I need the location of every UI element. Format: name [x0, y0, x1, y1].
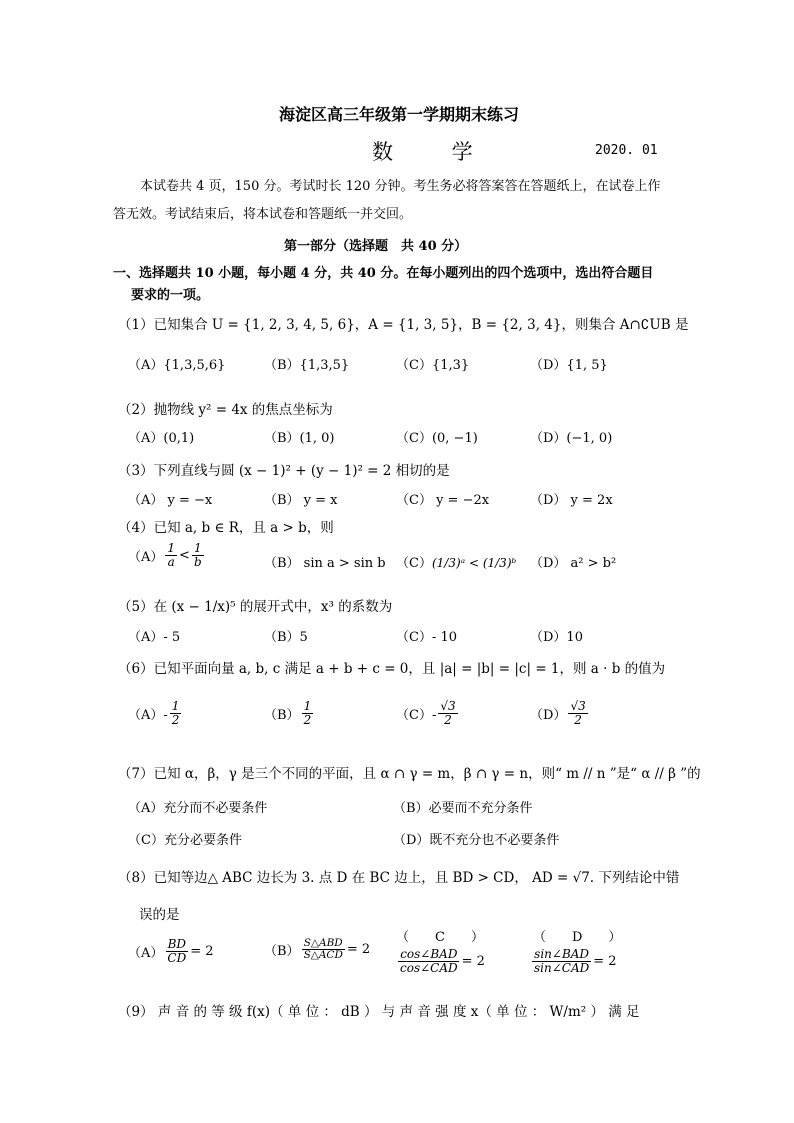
question-6-option-b: [264, 700, 315, 726]
question-5-option-a: （A）- 5: [128, 630, 181, 645]
exam-title: 海淀区高三年级第一学期期末练习: [279, 105, 520, 124]
question-7-stem: （7）已知 α，β，γ 是三个不同的平面，且 α ∩ γ = m，β ∩ γ = n，则“ m // n ”是“ α // β ”的: [118, 766, 701, 782]
question-1-option-d: （D）{1, 5}: [530, 358, 608, 373]
question-8-option-d-label: （ D ）: [533, 930, 622, 945]
question-4-stem: （4）已知 a, b ∈ R，且 a > b，则: [118, 520, 334, 536]
question-4-option-a: [128, 542, 206, 568]
question-7-option-a: （A）充分而不必要条件: [128, 801, 268, 816]
question-6-stem: （6）已知平面向量 a, b, c 满足 a + b + c = 0，且 |a| = |b| = |c| = 1，则 a · b 的值为: [118, 661, 666, 677]
question-8-option-c-label: （ C ）: [396, 930, 484, 945]
fraction: [398, 948, 460, 974]
option-letter: （B）: [264, 707, 300, 723]
option-letter: （C）: [396, 556, 432, 571]
intro-line-2: 答无效。考试结束后，将本试卷和答题纸一并交回。: [113, 207, 413, 222]
question-2-option-b: （B）(1, 0): [264, 431, 335, 446]
question-6-option-a: [128, 700, 183, 726]
fraction: [165, 938, 188, 964]
question-3-option-c: （C） y = −2x: [396, 493, 490, 508]
option-letter: （C）-: [396, 707, 437, 723]
question-6-option-d: [530, 700, 590, 726]
intro-line-1: 本试卷共 4 页，150 分。考试时长 120 分钟。考生务必将答案答在答题纸上，在试卷上作: [140, 179, 661, 194]
denominator: cos∠CAD: [400, 960, 458, 975]
equals-two: = 2: [593, 953, 617, 969]
option-letter: （D）: [530, 707, 567, 723]
numerator: √3: [570, 699, 586, 713]
question-1-option-c: （C）{1,3}: [396, 358, 470, 373]
question-2-option-d: （D）(−1, 0): [530, 431, 613, 446]
numerator: sin∠BAD: [534, 947, 590, 961]
fraction: [302, 938, 345, 961]
question-5-option-d: （D）10: [530, 630, 583, 645]
fraction: [532, 948, 591, 974]
question-8-stem-continued: 误的是: [139, 907, 180, 923]
denominator: sin∠CAD: [534, 960, 590, 975]
question-8-option-b: [264, 938, 370, 961]
question-8-option-a: [128, 938, 214, 964]
question-2-option-c: （C）(0, −1): [396, 431, 478, 446]
question-8-stem: （8）已知等边△ ABC 边长为 3. 点 D 在 BC 边上，且 BD > CD， AD = √7. 下列结论中错: [118, 870, 680, 886]
fraction: [568, 700, 587, 726]
numerator: S△ABD: [303, 937, 343, 949]
section-instruction-2: 要求的一项。: [131, 288, 210, 303]
question-5-option-c: （C）- 10: [396, 630, 458, 645]
question-1-stem: （1）已知集合 U = {1, 2, 3, 4, 5, 6}，A = {1, 3, 5}，B = {2, 3, 4}，则集合 A∩∁UB 是: [118, 317, 689, 333]
fraction: [302, 700, 314, 726]
question-7-option-d: （D）既不充分也不必要条件: [393, 833, 560, 848]
question-3-option-b: （B） y = x: [264, 493, 338, 508]
question-3-stem: （3）下列直线与圆 (x − 1)² + (y − 1)² = 2 相切的是: [118, 463, 450, 479]
numerator: 1: [193, 541, 202, 555]
denominator: 2: [444, 712, 452, 727]
question-7-option-b: （B）必要而不充分条件: [393, 801, 533, 816]
fraction: [170, 700, 182, 726]
question-7-option-c: （C）充分必要条件: [128, 833, 242, 848]
power-inequality: (1/3)ᵃ < (1/3)ᵇ: [431, 556, 517, 570]
numerator: √3: [440, 699, 456, 713]
question-5-option-b: （B）5: [264, 630, 308, 645]
less-than: <: [179, 547, 190, 563]
section-instruction-1: 一、选择题共 10 小题，每小题 4 分，共 40 分。在每小题列出的四个选项中，选出符合题目: [113, 266, 654, 281]
question-8-option-d: [530, 948, 617, 974]
numerator: cos∠BAD: [400, 947, 458, 961]
question-6-option-c: [396, 700, 460, 726]
option-letter: （A）-: [128, 707, 168, 723]
denominator: 2: [303, 712, 312, 727]
question-4-option-c: [396, 552, 516, 571]
denominator: a: [167, 554, 175, 569]
question-4-option-d: （D） a² > b²: [530, 556, 617, 571]
denominator: 2: [574, 712, 582, 727]
exam-date: 2020. 01: [595, 143, 658, 158]
numerator: 1: [167, 541, 176, 555]
question-4-option-b: （B） sin a > sin b: [264, 556, 386, 571]
denominator: S△ACD: [303, 949, 343, 962]
denominator: CD: [167, 950, 187, 965]
numerator: BD: [167, 937, 187, 951]
denominator: b: [193, 554, 202, 569]
numerator: 1: [171, 699, 180, 713]
subject-title: 数 学: [372, 140, 499, 164]
question-2-stem: （2）抛物线 y² = 4x 的焦点坐标为: [118, 402, 333, 418]
equals-two: = 2: [190, 943, 214, 959]
question-2-option-a: （A）(0,1): [128, 431, 195, 446]
fraction: [438, 700, 457, 726]
equals-two: = 2: [346, 942, 371, 958]
question-1-option-b: （B）{1,3,5}: [264, 358, 350, 373]
denominator: 2: [171, 712, 180, 727]
fraction: [192, 542, 204, 568]
question-1-option-a: （A）{1,3,5,6}: [128, 358, 226, 373]
numerator: 1: [303, 699, 312, 713]
question-3-option-d: （D） y = 2x: [530, 493, 613, 508]
question-3-option-a: （A） y = −x: [128, 493, 213, 508]
equals-two: = 2: [461, 953, 485, 969]
question-9-stem: （9） 声 音 的 等 级 f(x)（ 单 位 ： dB ） 与 声 音 强 度 x（ 单 位 ： W/m² ） 满 足: [118, 1004, 640, 1020]
option-letter: （B）: [264, 944, 300, 960]
question-5-stem: （5）在 (x − 1/x)⁵ 的展开式中，x³ 的系数为: [118, 599, 393, 615]
part-heading: 第一部分（选择题 共 40 分）: [284, 239, 468, 254]
option-letter: （A）: [128, 945, 164, 961]
option-letter: （A）: [128, 549, 164, 565]
question-8-option-c: [396, 948, 485, 974]
fraction: [165, 542, 177, 568]
